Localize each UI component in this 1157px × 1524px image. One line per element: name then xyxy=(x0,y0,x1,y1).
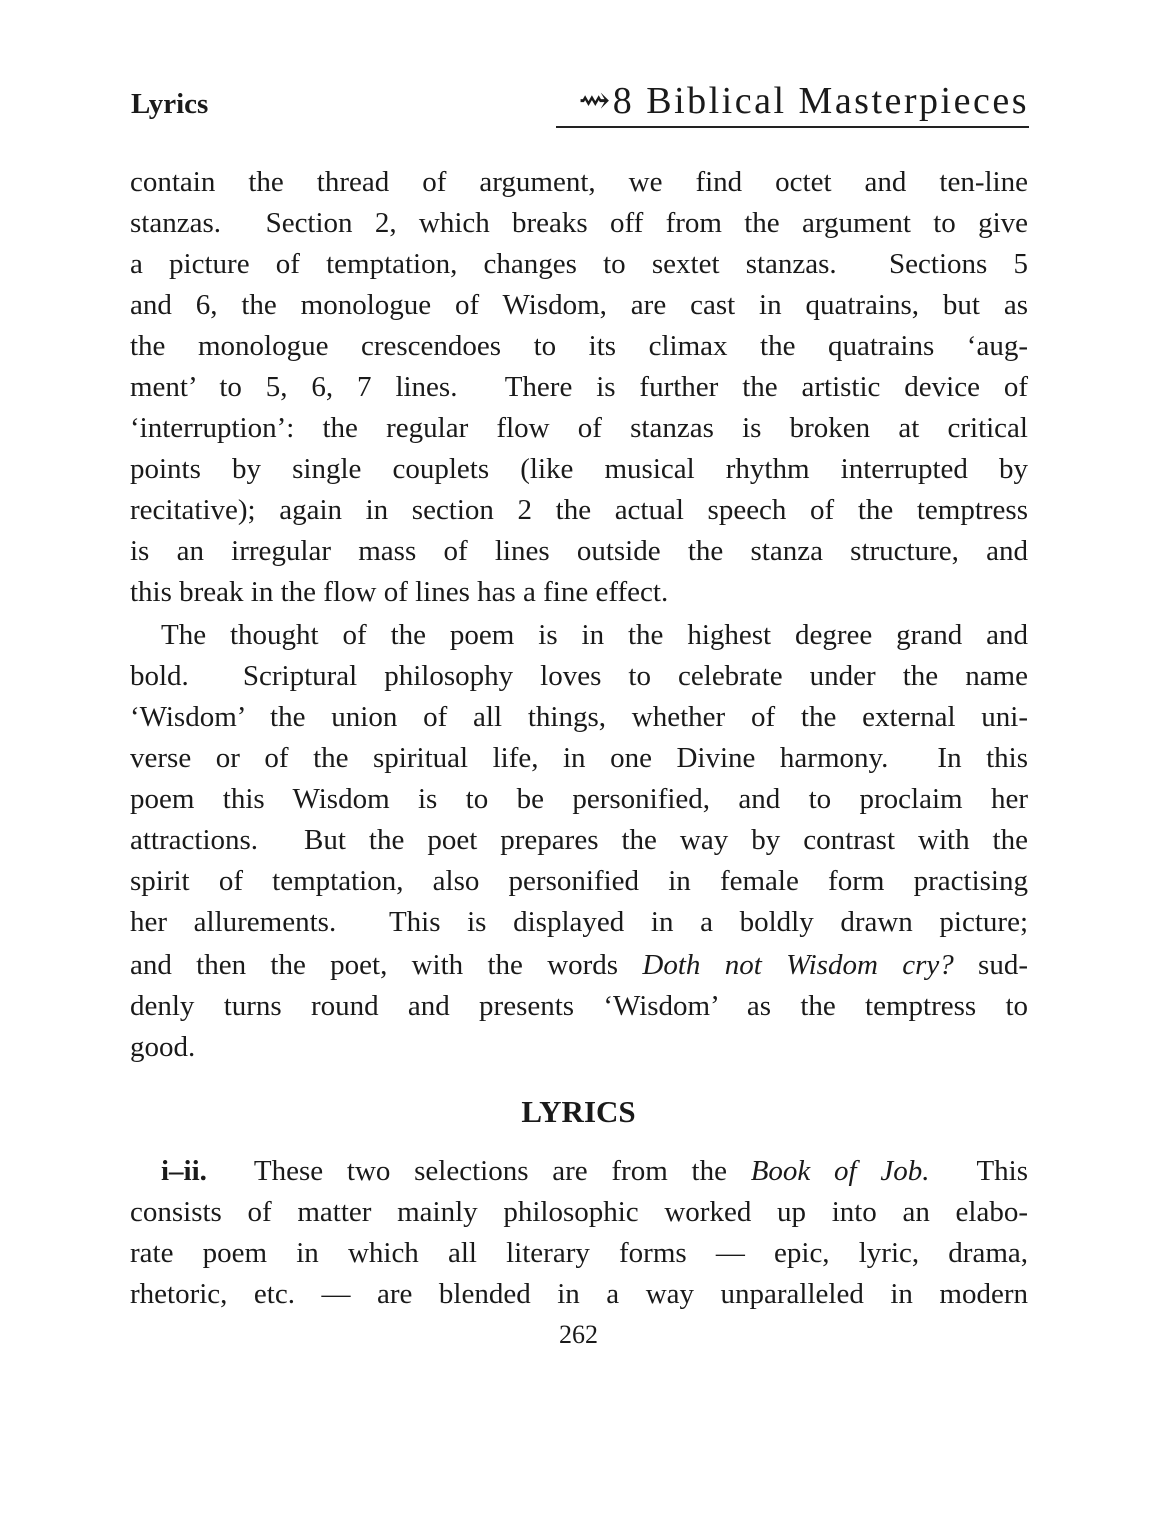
text-line xyxy=(130,782,1028,816)
text-line xyxy=(130,534,1028,568)
text-segment: her allurements. This is displayed in a boldly drawn picture; xyxy=(130,906,1028,938)
text-line xyxy=(130,905,1028,939)
text-segment: recitative); again in section 2 the actual speech of the temptress xyxy=(130,494,1028,526)
italic-text: Book of Job. xyxy=(750,1155,930,1187)
text-segment: rate poem in which all literary forms — epic, lyric, drama, xyxy=(130,1237,1028,1269)
text-line xyxy=(161,1154,1028,1188)
fleuron-ornament-icon: ⇝8 xyxy=(578,80,635,122)
running-header-section: Lyrics xyxy=(131,88,209,120)
text-segment: stanzas. Section 2, which breaks off from the argument to give xyxy=(130,207,1028,239)
text-line xyxy=(130,659,1028,693)
text-line xyxy=(130,247,1028,281)
text-line xyxy=(130,741,1028,775)
text-segment: These two selections are from the xyxy=(206,1155,751,1187)
running-header-title xyxy=(578,78,1029,123)
text-segment: denly turns round and presents ‘Wisdom’ as the temptress to xyxy=(130,990,1028,1022)
text-line xyxy=(130,864,1028,898)
italic-text: Doth not Wisdom cry? xyxy=(642,949,954,981)
text-line xyxy=(130,575,1028,609)
text-line xyxy=(130,329,1028,363)
page-number: 262 xyxy=(559,1320,598,1349)
text-segment: bold. Scriptural philosophy loves to celebrate under the name xyxy=(130,660,1028,692)
text-segment: attractions. But the poet prepares the way by contrast with the xyxy=(130,824,1028,856)
text-line xyxy=(130,165,1028,199)
text-segment: and then the poet, with the words xyxy=(130,949,643,981)
text-segment: poem this Wisdom is to be personified, and to proclaim her xyxy=(130,783,1028,815)
text-line xyxy=(130,700,1028,734)
text-line xyxy=(130,493,1028,527)
text-line xyxy=(130,1030,1028,1064)
text-line xyxy=(130,452,1028,486)
text-segment: is an irregular mass of lines outside the stanza structure, and xyxy=(130,535,1028,567)
text-line xyxy=(130,823,1028,857)
text-segment: consists of matter mainly philosophic worked up into an elabo- xyxy=(130,1196,1028,1228)
book-title: Biblical Masterpieces xyxy=(646,80,1029,122)
text-line xyxy=(130,370,1028,404)
text-segment: sud- xyxy=(953,949,1028,981)
text-line xyxy=(161,618,1028,652)
text-segment: contain the thread of argument, we find octet and ten-line xyxy=(130,166,1028,198)
text-segment: the monologue crescendoes to its climax the quatrains ‘aug- xyxy=(130,330,1028,362)
text-segment: The thought of the poem is in the highest degree grand and xyxy=(161,619,1028,651)
text-line xyxy=(130,411,1028,445)
text-segment: ment’ to 5, 6, 7 lines. There is further the artistic device of xyxy=(130,371,1028,403)
text-segment: This xyxy=(929,1155,1028,1187)
text-segment: and 6, the monologue of Wisdom, are cast in quatrains, but as xyxy=(130,289,1028,321)
text-line xyxy=(130,948,1028,982)
text-line xyxy=(130,1277,1028,1311)
text-segment: this break in the flow of lines has a fine effect. xyxy=(130,576,669,608)
bold-text: i–ii. xyxy=(161,1155,207,1187)
text-segment: rhetoric, etc. — are blended in a way unparalleled in modern xyxy=(130,1278,1028,1310)
text-segment: points by single couplets (like musical rhythm interrupted by xyxy=(130,453,1028,485)
text-line xyxy=(130,288,1028,322)
text-segment: ‘interruption’: the regular flow of stanzas is broken at critical xyxy=(130,412,1028,444)
text-segment: good. xyxy=(130,1031,196,1063)
text-segment: spirit of temptation, also personified in female form practising xyxy=(130,865,1028,897)
header-rule xyxy=(556,126,1029,128)
text-segment: verse or of the spiritual life, in one Divine harmony. In this xyxy=(130,742,1028,774)
text-line xyxy=(130,1236,1028,1270)
text-segment: ‘Wisdom’ the union of all things, whether of the external uni- xyxy=(130,701,1028,733)
text-segment: a picture of temptation, changes to sextet stanzas. Sections 5 xyxy=(130,248,1028,280)
text-line xyxy=(130,1195,1028,1229)
text-line xyxy=(130,206,1028,240)
section-heading: LYRICS xyxy=(521,1094,636,1129)
text-line xyxy=(130,989,1028,1023)
